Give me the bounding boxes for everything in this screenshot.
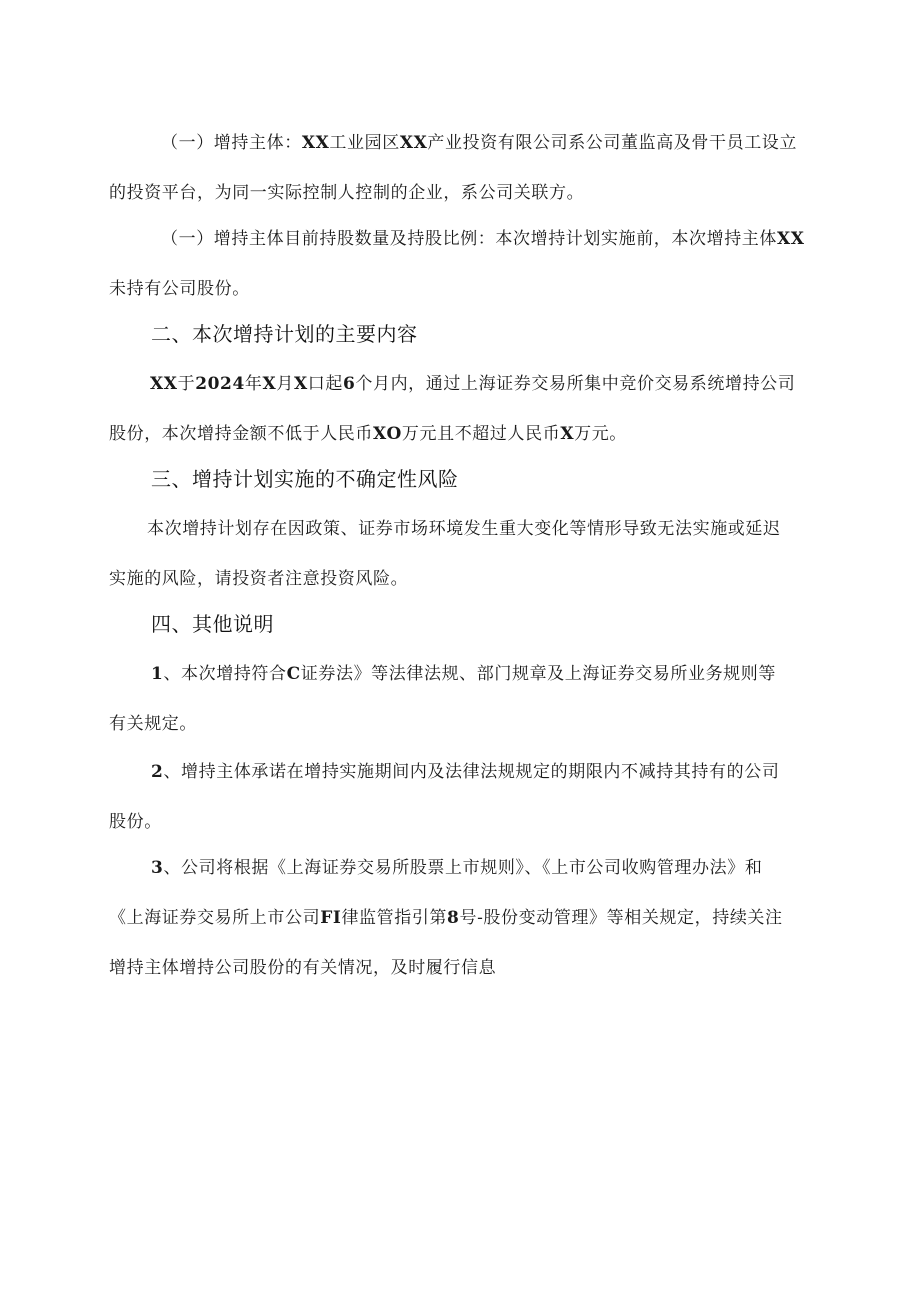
paragraph-item-1 (109, 649, 812, 749)
text: 、本次增持符合 (163, 664, 287, 684)
bold-text: 2024 (195, 374, 245, 394)
text: 于 (177, 374, 196, 394)
section-heading-3: 三、增持计划实施的不确定性风险 (151, 467, 459, 491)
item-number: 3 (151, 858, 164, 878)
paragraph-risk (109, 504, 812, 604)
text: 增持主体增持公司股份的有关情况，及时履行信息 (109, 958, 497, 978)
bold-text: XX (150, 374, 178, 394)
bold-text: X (293, 374, 308, 394)
text: 《上海证券交易所上市公司 (109, 908, 321, 928)
bold-text: X (262, 374, 277, 394)
text: 万元。 (574, 424, 627, 444)
bold-text: 6 (342, 374, 356, 394)
text: 、增持主体承诺在增持实施期间内及法律法规规定的期限内不减持其持有的公司 (163, 762, 780, 782)
text: 的投资平台，为同一实际控制人控制的企业，系公司关联方。 (109, 183, 585, 203)
section-heading-4: 四、其他说明 (151, 612, 274, 636)
section-heading-2: 二、本次增持计划的主要内容 (151, 322, 418, 346)
bold-text: FI (320, 908, 342, 928)
text: （一）增持主体目前持股数量及持股比例：本次增持计划实施前，本次增持主体 (161, 229, 777, 249)
bold-text: XX (301, 133, 330, 153)
bold-text: XO (373, 424, 402, 444)
paragraph-plan (109, 359, 812, 459)
text: （一）增持主体： (161, 133, 302, 153)
text: 工业园区 (329, 133, 400, 153)
line (109, 893, 812, 943)
text: 产业投资有限公司系公司董监高及骨干员工设立 (427, 133, 798, 153)
bold-text: X (560, 424, 575, 444)
paragraph-holdings (109, 214, 812, 314)
text: 个月内，通过上海证券交易所集中竞价交易系统增持公司 (355, 374, 796, 394)
text: 律监管指引第 (341, 908, 448, 928)
text: 本次增持计划存在因政策、证券市场环境发生重大变化等情形导致无法实施或延迟 (147, 519, 781, 539)
text: 有关规定。 (109, 714, 197, 734)
paragraph-item-2 (109, 747, 812, 847)
paragraph-subject (109, 118, 812, 218)
text: 年 (244, 374, 263, 394)
bold-text: XX (399, 133, 428, 153)
bold-text: XX (777, 229, 805, 249)
text: 股份。 (109, 812, 162, 832)
text: 股份，本次增持金额不低于人民币 (109, 424, 373, 444)
bold-text: 8 (447, 908, 460, 928)
text: 未持有公司股份。 (109, 279, 250, 299)
text: 号-股份变动管理》等相关规定，持续关注 (459, 908, 783, 928)
text: 证券法》等法律法规、部门规章及上海证券交易所业务规则等 (300, 664, 776, 684)
text: 实施的风险，请投资者注意投资风险。 (109, 569, 409, 589)
text: 万元且不超过人民币 (401, 424, 561, 444)
text: 月 (276, 374, 294, 394)
item-number: 2 (151, 762, 164, 782)
text: 、公司将根据《上海证券交易所股票上市规则》、《上市公司收购管理办法》和 (163, 858, 763, 878)
bold-text: C (286, 664, 301, 684)
item-number: 1 (151, 664, 164, 684)
paragraph-item-3 (109, 843, 812, 993)
text: 口起 (307, 374, 343, 394)
